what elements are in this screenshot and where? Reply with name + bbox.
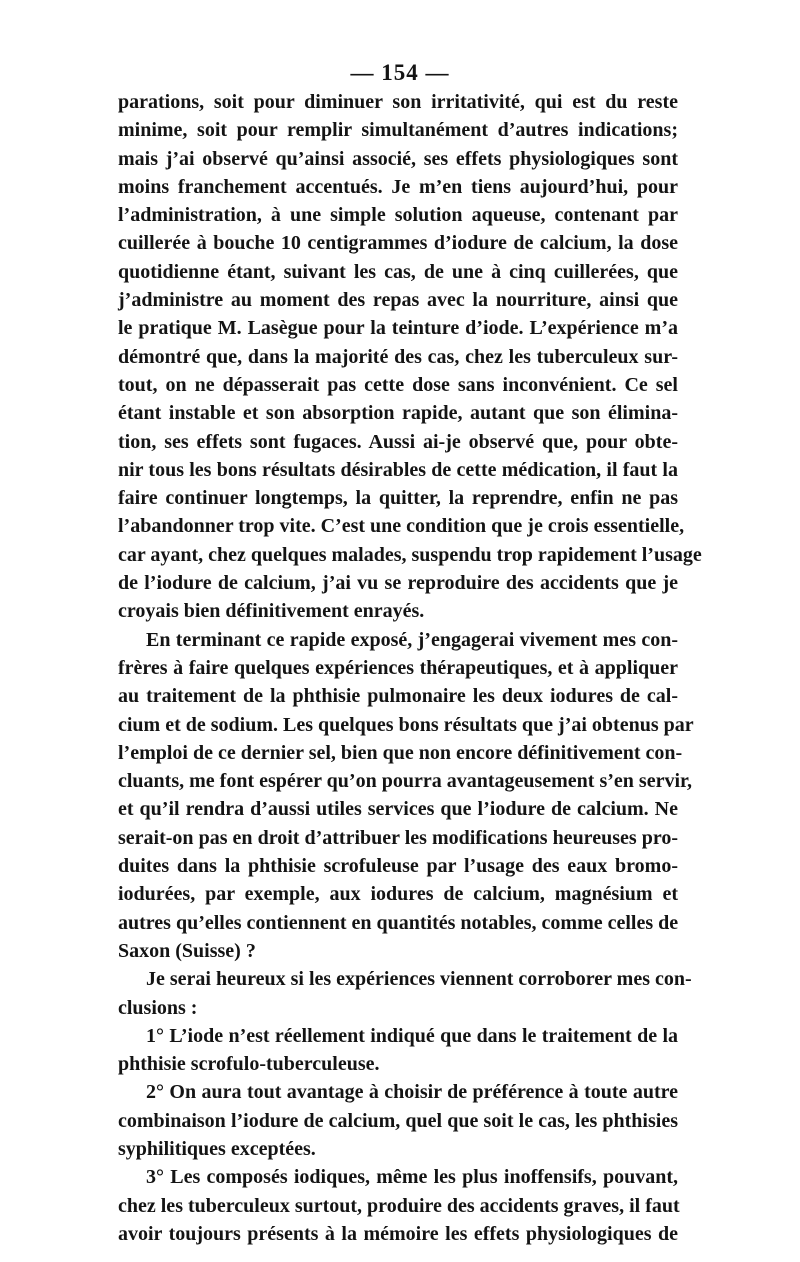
- text-line: démontré que, dans la majorité des cas, chez les tuberculeux sur-: [118, 345, 678, 368]
- text-line: quotidienne étant, suivant les cas, de une à cinq cuillerées, que: [118, 260, 678, 283]
- text-line: j’administre au moment des repas avec la nourriture, ainsi que: [118, 289, 678, 312]
- text-line: chez les tuberculeux surtout, produire des accidents graves, il faut: [118, 1194, 680, 1217]
- text-line: le pratique M. Lasègue pour la teinture d’iode. L’expérience m’a: [118, 317, 678, 340]
- text-line: combinaison l’iodure de calcium, quel que soit le cas, les phthisies: [118, 1109, 678, 1132]
- page-number: — 154 —: [350, 60, 450, 85]
- text-line: frères à faire quelques expériences thérapeutiques, et à appliquer: [118, 656, 678, 679]
- text-line: avoir toujours présents à la mémoire les effets physiologiques de: [118, 1222, 678, 1245]
- text-line: 2° On aura tout avantage à choisir de préférence à toute autre: [146, 1081, 678, 1104]
- text-line: l’administration, à une simple solution aqueuse, contenant par: [118, 204, 678, 227]
- text-line: Je serai heureux si les expériences viennent corroborer mes con-: [146, 968, 692, 991]
- text-line: cium et de sodium. Les quelques bons résultats que j’ai obtenus par: [118, 713, 694, 736]
- text-line: tion, ses effets sont fugaces. Aussi ai-je observé que, pour obte-: [118, 430, 678, 453]
- text-line: de l’iodure de calcium, j’ai vu se reproduire des accidents que je: [118, 572, 678, 595]
- text-line: tout, on ne dépasserait pas cette dose sans inconvénient. Ce sel: [118, 373, 678, 396]
- text-line: et qu’il rendra d’aussi utiles services que l’iodure de calcium. Ne: [118, 798, 678, 821]
- text-line: au traitement de la phthisie pulmonaire les deux iodures de cal-: [118, 685, 678, 708]
- text-line: car ayant, chez quelques malades, suspendu trop rapidement l’usage: [118, 543, 702, 566]
- text-line: nir tous les bons résultats désirables de cette médication, il faut la: [118, 458, 678, 481]
- text-line: clusions :: [118, 996, 198, 1019]
- text-line: cluants, me font espérer qu’on pourra avantageusement s’en servir,: [118, 770, 693, 793]
- text-line: mais j’ai observé qu’ainsi associé, ses effets physiologiques sont: [118, 147, 678, 170]
- text-line: En terminant ce rapide exposé, j’engagerai vivement mes con-: [146, 628, 678, 651]
- text-line: syphilitiques exceptées.: [118, 1137, 316, 1160]
- text-line: duites dans la phthisie scrofuleuse par l’usage des eaux bromo-: [118, 855, 678, 878]
- text-line: phthisie scrofulo-tuberculeuse.: [118, 1053, 380, 1076]
- text-line: cuillerée à bouche 10 centigrammes d’iodure de calcium, la dose: [118, 232, 678, 255]
- text-line: moins franchement accentués. Je m’en tiens aujourd’hui, pour: [118, 175, 678, 198]
- text-line: faire continuer longtemps, la quitter, la reprendre, enfin ne pas: [118, 487, 678, 510]
- text-line: étant instable et son absorption rapide, autant que son élimina-: [118, 402, 678, 425]
- text-line: minime, soit pour remplir simultanément d’autres indications;: [118, 119, 678, 142]
- text-line: l’emploi de ce dernier sel, bien que non encore définitivement con-: [118, 741, 683, 764]
- text-line: l’abandonner trop vite. C’est une condition que je crois essentielle,: [118, 515, 685, 538]
- text-line: 1° L’iode n’est réellement indiqué que dans le traitement de la: [146, 1024, 678, 1047]
- text-line: autres qu’elles contiennent en quantités notables, comme celles de: [118, 911, 679, 934]
- text-line: parations, soit pour diminuer son irritativité, qui est du reste: [118, 91, 678, 113]
- text-line: iodurées, par exemple, aux iodures de calcium, magnésium et: [118, 883, 678, 906]
- text-line: 3° Les composés iodiques, même les plus inoffensifs, pouvant,: [146, 1166, 678, 1189]
- body-text: [118, 88, 702, 1248]
- text-line: Saxon (Suisse) ?: [118, 939, 256, 962]
- text-line: croyais bien définitivement enrayés.: [118, 600, 425, 623]
- text-line: serait-on pas en droit d’attribuer les modifications heureuses pro-: [118, 826, 678, 849]
